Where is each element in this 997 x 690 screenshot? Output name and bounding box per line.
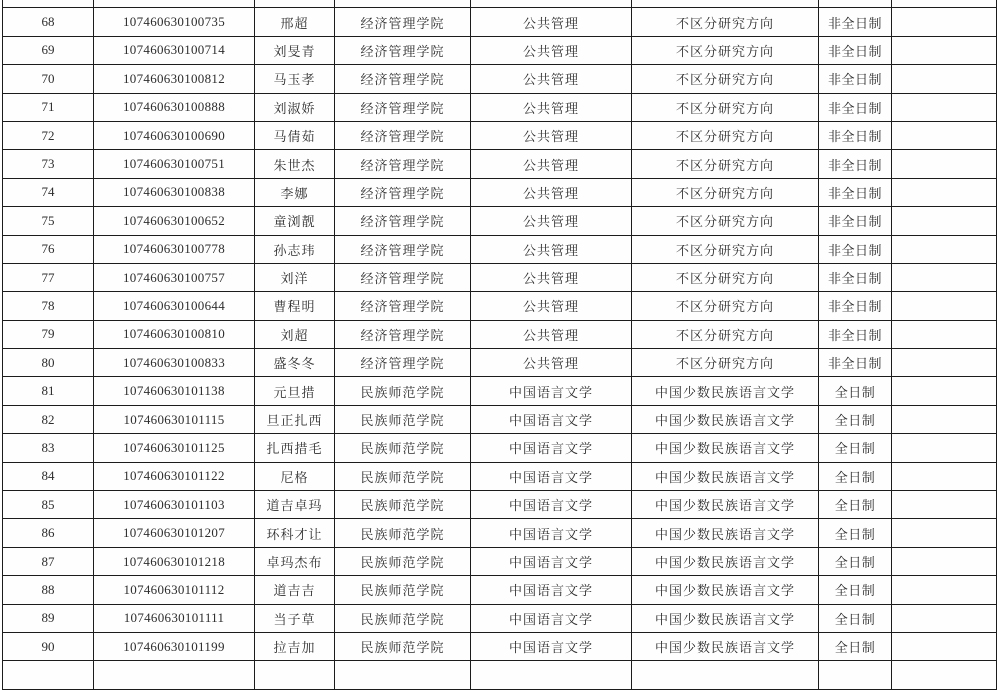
cell-major: 中国语言文学 (471, 462, 632, 490)
cell-id: 107460630100735 (94, 8, 255, 36)
table-row (3, 121, 997, 149)
cell-no: 68 (3, 8, 94, 36)
cell-name: 环科才让 (255, 519, 335, 547)
cell-name: 孙志玮 (255, 235, 335, 263)
cell-college: 民族师范学院 (335, 632, 471, 660)
cell-direction: 不区分研究方向 (632, 263, 819, 291)
cell-blank (892, 547, 997, 575)
cell-id: 107460630100833 (94, 349, 255, 377)
cell-id: 107460630100751 (94, 150, 255, 178)
cell-blank (892, 292, 997, 320)
cell-mode: 非全日制 (819, 349, 892, 377)
cell-name: 元旦措 (255, 377, 335, 405)
cell-college: 经济管理学院 (335, 178, 471, 206)
cell-mode: 非全日制 (819, 121, 892, 149)
cell-blank (892, 93, 997, 121)
cell-no: 69 (3, 36, 94, 64)
cell-blank (892, 576, 997, 604)
cell-name: 马倩茹 (255, 121, 335, 149)
cell-blank (892, 36, 997, 64)
cell-name: 扎西措毛 (255, 434, 335, 462)
cell-college: 经济管理学院 (335, 235, 471, 263)
cell-mode: 全日制 (819, 434, 892, 462)
cell-id: 107460630101218 (94, 547, 255, 575)
cell-name: 曹程明 (255, 292, 335, 320)
cell-no: 90 (3, 632, 94, 660)
cell-mode: 非全日制 (819, 263, 892, 291)
cell-major: 中国语言文学 (471, 576, 632, 604)
cell-major: 公共管理 (471, 207, 632, 235)
cell-mode: 非全日制 (819, 235, 892, 263)
cell-name: 刘旻青 (255, 36, 335, 64)
cell-major: 中国语言文学 (471, 405, 632, 433)
table-row (3, 462, 997, 490)
cell-mode: 非全日制 (819, 320, 892, 348)
cell-no: 81 (3, 377, 94, 405)
cell-name: 卓玛杰布 (255, 547, 335, 575)
cell-id: 107460630101122 (94, 462, 255, 490)
cell-name: 道吉吉 (255, 576, 335, 604)
cell-mode: 全日制 (819, 576, 892, 604)
cell-name: 当子草 (255, 604, 335, 632)
cell-name: 刘淑娇 (255, 93, 335, 121)
cell-mode: 非全日制 (819, 292, 892, 320)
cell-mode (819, 0, 892, 8)
cell-id: 107460630100644 (94, 292, 255, 320)
table-row (3, 178, 997, 206)
cell-college: 经济管理学院 (335, 263, 471, 291)
table-row (3, 576, 997, 604)
cell-college: 经济管理学院 (335, 207, 471, 235)
table-row (3, 491, 997, 519)
cell-blank (892, 65, 997, 93)
cell-mode: 全日制 (819, 547, 892, 575)
cell-mode: 全日制 (819, 604, 892, 632)
cell-mode: 非全日制 (819, 178, 892, 206)
cell-no: 89 (3, 604, 94, 632)
cell-college: 经济管理学院 (335, 349, 471, 377)
cell-no: 78 (3, 292, 94, 320)
cell-no: 72 (3, 121, 94, 149)
cell-mode: 全日制 (819, 462, 892, 490)
cell-mode: 全日制 (819, 405, 892, 433)
cell-blank (892, 661, 997, 689)
cell-college: 民族师范学院 (335, 519, 471, 547)
cell-name: 旦正扎西 (255, 405, 335, 433)
cell-name: 马玉孝 (255, 65, 335, 93)
cell-college: 民族师范学院 (335, 434, 471, 462)
cell-college: 经济管理学院 (335, 36, 471, 64)
cell-blank (892, 434, 997, 462)
cell-direction (632, 661, 819, 689)
cell-name: 拉吉加 (255, 632, 335, 660)
cell-direction: 不区分研究方向 (632, 320, 819, 348)
cell-direction: 不区分研究方向 (632, 292, 819, 320)
table-row (3, 547, 997, 575)
cell-no: 86 (3, 519, 94, 547)
cell-name: 刘超 (255, 320, 335, 348)
cell-direction: 中国少数民族语言文学 (632, 547, 819, 575)
cell-blank (892, 121, 997, 149)
cell-name (255, 0, 335, 8)
cell-mode: 非全日制 (819, 207, 892, 235)
cell-name: 尼格 (255, 462, 335, 490)
table-row (3, 235, 997, 263)
cell-blank (892, 0, 997, 8)
cell-major: 中国语言文学 (471, 519, 632, 547)
cell-major: 中国语言文学 (471, 604, 632, 632)
cell-major: 中国语言文学 (471, 434, 632, 462)
cell-college: 民族师范学院 (335, 604, 471, 632)
cell-id (94, 661, 255, 689)
cell-direction: 中国少数民族语言文学 (632, 632, 819, 660)
cell-major: 中国语言文学 (471, 491, 632, 519)
cell-major: 公共管理 (471, 178, 632, 206)
cell-no: 73 (3, 150, 94, 178)
cell-major: 公共管理 (471, 8, 632, 36)
cell-major: 公共管理 (471, 36, 632, 64)
cell-blank (892, 8, 997, 36)
cell-name: 刘洋 (255, 263, 335, 291)
cell-name: 童浏靓 (255, 207, 335, 235)
cell-id: 107460630101112 (94, 576, 255, 604)
table-row (3, 434, 997, 462)
cell-college: 民族师范学院 (335, 377, 471, 405)
table-row (3, 207, 997, 235)
cell-major: 公共管理 (471, 320, 632, 348)
cell-mode: 非全日制 (819, 150, 892, 178)
cell-direction: 不区分研究方向 (632, 349, 819, 377)
cell-major (471, 661, 632, 689)
cell-mode (819, 661, 892, 689)
cell-id: 107460630100757 (94, 263, 255, 291)
cell-name: 盛冬冬 (255, 349, 335, 377)
cell-id: 107460630100812 (94, 65, 255, 93)
table-row (3, 263, 997, 291)
cell-id: 107460630101103 (94, 491, 255, 519)
cell-direction: 不区分研究方向 (632, 150, 819, 178)
cell-id: 107460630101115 (94, 405, 255, 433)
cell-blank (892, 405, 997, 433)
table-row (3, 349, 997, 377)
cell-no: 75 (3, 207, 94, 235)
cell-direction: 中国少数民族语言文学 (632, 434, 819, 462)
cell-college: 经济管理学院 (335, 8, 471, 36)
cell-id: 107460630100888 (94, 93, 255, 121)
partial-row-top (3, 0, 997, 8)
cell-blank (892, 491, 997, 519)
cell-mode: 非全日制 (819, 36, 892, 64)
cell-blank (892, 150, 997, 178)
cell-direction: 不区分研究方向 (632, 36, 819, 64)
cell-blank (892, 519, 997, 547)
cell-id: 107460630101111 (94, 604, 255, 632)
cell-major: 中国语言文学 (471, 632, 632, 660)
cell-major: 公共管理 (471, 349, 632, 377)
table-row (3, 519, 997, 547)
cell-major (471, 0, 632, 8)
cell-no: 82 (3, 405, 94, 433)
cell-college: 民族师范学院 (335, 405, 471, 433)
cell-blank (892, 377, 997, 405)
cell-major: 公共管理 (471, 150, 632, 178)
table-row (3, 632, 997, 660)
cell-name (255, 661, 335, 689)
partial-row-bottom (3, 661, 997, 689)
cell-college: 经济管理学院 (335, 320, 471, 348)
cell-no (3, 661, 94, 689)
cell-mode: 全日制 (819, 632, 892, 660)
cell-no: 84 (3, 462, 94, 490)
cell-direction: 不区分研究方向 (632, 207, 819, 235)
cell-no: 70 (3, 65, 94, 93)
admission-list-body (3, 0, 997, 689)
cell-id: 107460630100652 (94, 207, 255, 235)
table-row (3, 292, 997, 320)
cell-no: 83 (3, 434, 94, 462)
table-row (3, 65, 997, 93)
cell-no: 71 (3, 93, 94, 121)
cell-direction: 不区分研究方向 (632, 235, 819, 263)
cell-major: 公共管理 (471, 121, 632, 149)
cell-direction: 中国少数民族语言文学 (632, 405, 819, 433)
cell-college: 民族师范学院 (335, 462, 471, 490)
cell-direction: 中国少数民族语言文学 (632, 604, 819, 632)
cell-direction: 不区分研究方向 (632, 178, 819, 206)
cell-college: 经济管理学院 (335, 65, 471, 93)
cell-no: 87 (3, 547, 94, 575)
cell-id: 107460630100778 (94, 235, 255, 263)
cell-college: 民族师范学院 (335, 576, 471, 604)
cell-direction: 中国少数民族语言文学 (632, 491, 819, 519)
cell-blank (892, 604, 997, 632)
cell-major: 中国语言文学 (471, 547, 632, 575)
cell-mode: 全日制 (819, 377, 892, 405)
cell-college (335, 0, 471, 8)
cell-blank (892, 320, 997, 348)
admission-list-table (2, 0, 997, 690)
cell-no (3, 0, 94, 8)
cell-no: 85 (3, 491, 94, 519)
cell-major: 公共管理 (471, 93, 632, 121)
cell-id: 107460630101138 (94, 377, 255, 405)
table-row (3, 320, 997, 348)
cell-direction: 不区分研究方向 (632, 8, 819, 36)
cell-id: 107460630101199 (94, 632, 255, 660)
cell-id: 107460630100690 (94, 121, 255, 149)
cell-name: 朱世杰 (255, 150, 335, 178)
cell-id: 107460630100838 (94, 178, 255, 206)
cell-no: 77 (3, 263, 94, 291)
table-row (3, 150, 997, 178)
cell-major: 中国语言文学 (471, 377, 632, 405)
cell-mode: 全日制 (819, 491, 892, 519)
cell-blank (892, 349, 997, 377)
cell-direction: 不区分研究方向 (632, 121, 819, 149)
cell-id: 107460630101207 (94, 519, 255, 547)
cell-no: 88 (3, 576, 94, 604)
table-row (3, 93, 997, 121)
cell-blank (892, 462, 997, 490)
cell-major: 公共管理 (471, 235, 632, 263)
cell-college: 民族师范学院 (335, 491, 471, 519)
cell-blank (892, 632, 997, 660)
cell-mode: 全日制 (819, 519, 892, 547)
cell-mode: 非全日制 (819, 65, 892, 93)
cell-blank (892, 235, 997, 263)
cell-direction: 中国少数民族语言文学 (632, 519, 819, 547)
cell-major: 公共管理 (471, 263, 632, 291)
cell-college: 经济管理学院 (335, 121, 471, 149)
table-row (3, 604, 997, 632)
cell-direction: 中国少数民族语言文学 (632, 462, 819, 490)
cell-blank (892, 207, 997, 235)
cell-no: 74 (3, 178, 94, 206)
cell-direction (632, 0, 819, 8)
cell-college: 经济管理学院 (335, 292, 471, 320)
cell-direction: 不区分研究方向 (632, 65, 819, 93)
cell-blank (892, 263, 997, 291)
cell-id: 107460630100714 (94, 36, 255, 64)
cell-name: 邢超 (255, 8, 335, 36)
cell-no: 76 (3, 235, 94, 263)
table-row (3, 8, 997, 36)
cell-college (335, 661, 471, 689)
cell-id: 107460630100810 (94, 320, 255, 348)
cell-major: 公共管理 (471, 65, 632, 93)
cell-id: 107460630101125 (94, 434, 255, 462)
cell-no: 80 (3, 349, 94, 377)
cell-name: 道吉卓玛 (255, 491, 335, 519)
cell-blank (892, 178, 997, 206)
cell-mode: 非全日制 (819, 93, 892, 121)
cell-college: 经济管理学院 (335, 93, 471, 121)
cell-mode: 非全日制 (819, 8, 892, 36)
cell-no: 79 (3, 320, 94, 348)
cell-name: 李娜 (255, 178, 335, 206)
table-row (3, 377, 997, 405)
table-row (3, 36, 997, 64)
cell-major: 公共管理 (471, 292, 632, 320)
cell-college: 经济管理学院 (335, 150, 471, 178)
cell-direction: 不区分研究方向 (632, 93, 819, 121)
cell-college: 民族师范学院 (335, 547, 471, 575)
cell-direction: 中国少数民族语言文学 (632, 576, 819, 604)
cell-id (94, 0, 255, 8)
cell-direction: 中国少数民族语言文学 (632, 377, 819, 405)
table-row (3, 405, 997, 433)
